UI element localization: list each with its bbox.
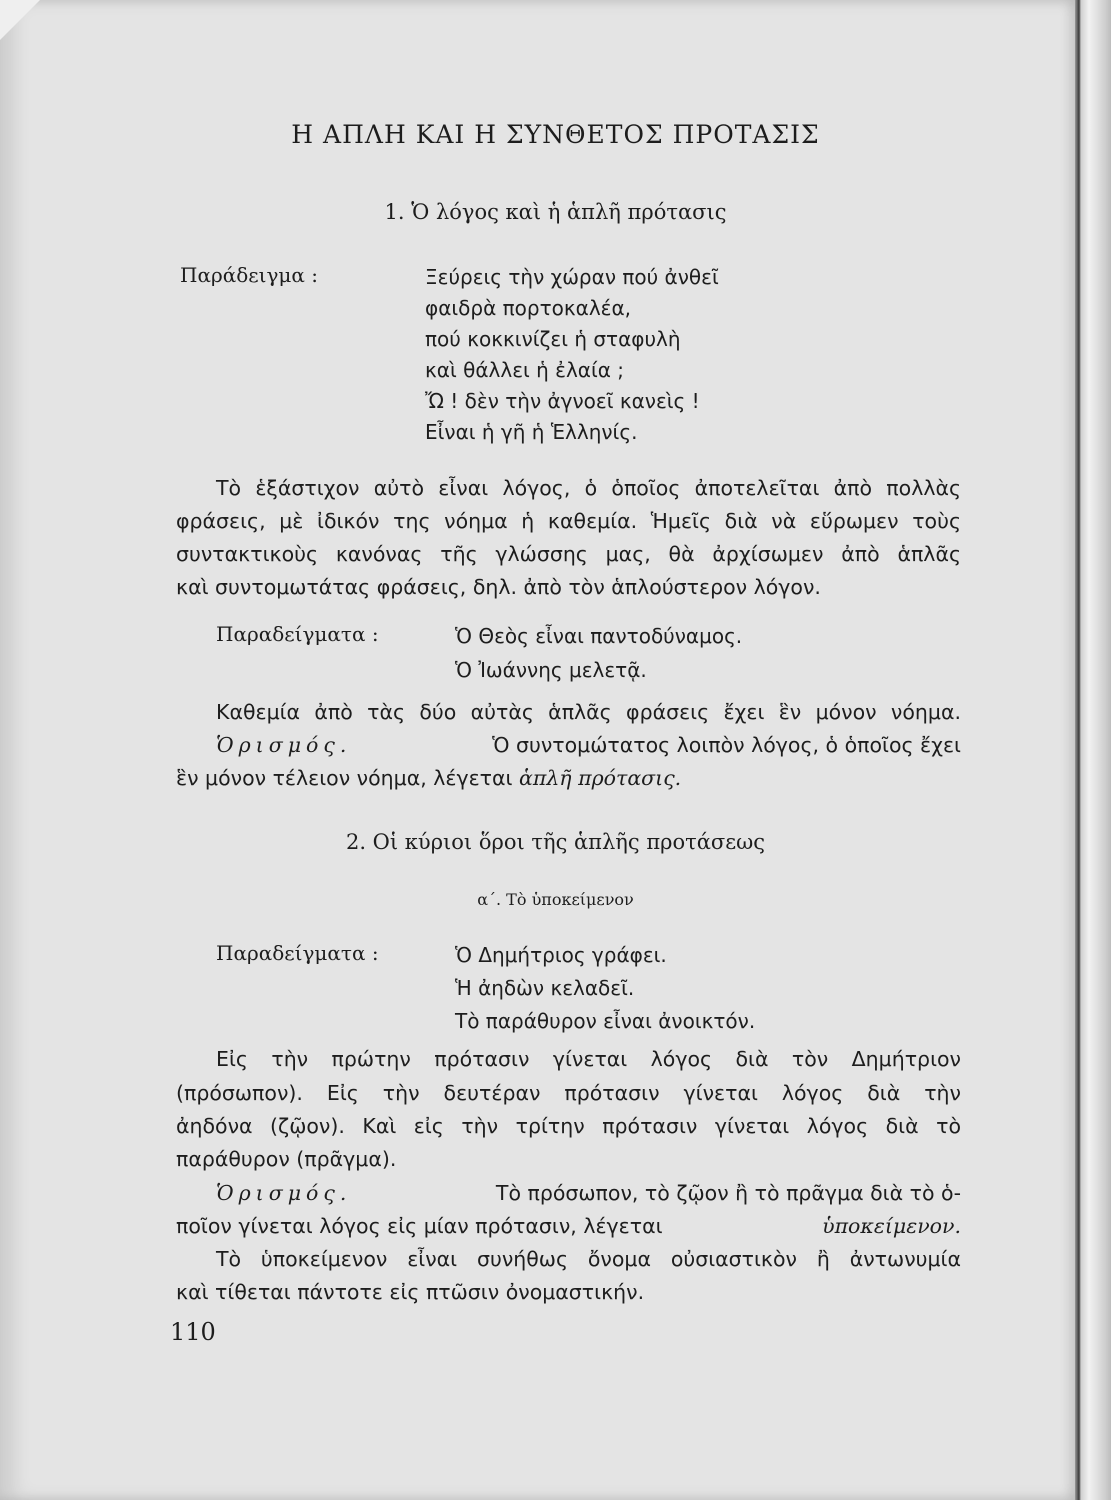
definition-line <box>176 1214 961 1238</box>
page-corner <box>0 0 40 40</box>
paragraph-line: ἀηδόνα (ζῷον). Καὶ εἰς τὴν τρίτην πρότασιν γίνεται λόγος διὰ τὸ <box>176 1114 961 1138</box>
paragraph-line: Τὸ ἑξάστιχον αὐτὸ εἶναι λόγος, ὁ ὁποῖος ἀποτελεῖται ἀπὸ πολλὰς <box>216 476 961 500</box>
examples-label: Παραδείγματα : <box>216 622 379 646</box>
paragraph-line: (πρόσωπον). Εἰς τὴν δευτέραν πρότασιν γίνεται λόγος διὰ τὴν <box>176 1081 961 1105</box>
definition-term: Ὁρισμός. <box>216 733 352 757</box>
paragraph-line: Καθεμία ἀπὸ τὰς δύο αὐτὰς ἁπλᾶς φράσεις ἔχει ἓν μόνον νόημα. <box>216 700 961 724</box>
section-1-heading: 1. Ὁ λόγος καὶ ἡ ἁπλῆ πρότασις <box>384 200 727 224</box>
book-spine <box>1075 0 1111 1500</box>
paragraph-line: φράσεις, μὲ ἰδικόν της νόημα ἡ καθεμία. Ἡμεῖς διὰ νὰ εὕρωμεν τοὺς <box>176 509 961 533</box>
poem <box>425 262 719 448</box>
poem-line: Εἶναι ἡ γῆ ἡ Ἑλληνίς. <box>425 420 638 444</box>
definition-text: Τὸ πρόσωπον, τὸ ζῷον ἢ τὸ πρᾶγμα διὰ τὸ ὁ- <box>495 1181 961 1205</box>
subsection-heading: α΄. Τὸ ὑποκείμενον <box>477 890 634 909</box>
page-title: Η ΑΠΛΗ ΚΑΙ Η ΣΥΝΘΕΤΟΣ ΠΡΟΤΑΣΙΣ <box>291 120 820 149</box>
definition-text: Ὁ συντομώτατος λοιπὸν λόγος, ὁ ὁποῖος ἔχει <box>492 733 961 757</box>
definition-term: Ὁρισμός. <box>216 1181 352 1205</box>
paragraph-line: καὶ συντομωτάτας φράσεις, δηλ. ἀπὸ τὸν ἁπλούστερον λόγον. <box>176 575 821 599</box>
example-line: Ὁ Δημήτριος γράφει. <box>455 943 667 967</box>
examples-label: Παραδείγματα : <box>216 941 379 965</box>
poem-line: Ὤ ! δὲν τὴν ἀγνοεῖ κανεὶς ! <box>425 389 700 413</box>
definition-line <box>176 766 681 790</box>
paragraph-line: καὶ τίθεται πάντοτε εἰς πτῶσιν ὀνομαστικήν. <box>176 1280 645 1304</box>
example-label: Παράδειγμα : <box>180 263 319 287</box>
paragraph-line: Τὸ ὑποκείμενον εἶναι συνήθως ὄνομα οὐσιαστικὸν ἢ ἀντωνυμία <box>216 1247 961 1271</box>
definition-key-term: ἁπλῆ πρότασις. <box>519 766 682 790</box>
poem-line: καὶ θάλλει ἡ ἐλαία ; <box>425 358 625 382</box>
paragraph-line: Εἰς τὴν πρώτην πρότασιν γίνεται λόγος διὰ τὸν Δημήτριον <box>216 1047 961 1071</box>
example-line: Τὸ παράθυρον εἶναι ἀνοικτόν. <box>455 1009 756 1033</box>
definition-text: ἓν μόνον τέλειον νόημα, λέγεται <box>176 766 513 790</box>
definition-line <box>216 733 961 757</box>
section-2-heading: 2. Οἱ κύριοι ὅροι τῆς ἁπλῆς προτάσεως <box>345 830 766 854</box>
definition-text: ποῖον γίνεται λόγος εἰς μίαν πρότασιν, λέγεται <box>176 1214 663 1238</box>
definition-key-term: ὑποκείμενον. <box>822 1214 961 1238</box>
page-number: 110 <box>170 1318 216 1346</box>
paragraph-line: συντακτικοὺς κανόνας τῆς γλώσσης μας, θὰ ἀρχίσωμεν ἀπὸ ἁπλᾶς <box>176 542 961 566</box>
paragraph-line: παράθυρον (πρᾶγμα). <box>176 1147 397 1171</box>
example-line: Ὁ Θεὸς εἶναι παντοδύναμος. <box>455 624 743 648</box>
definition-line <box>216 1181 961 1205</box>
example-line: Ἡ ἀηδὼν κελαδεῖ. <box>455 976 635 1000</box>
poem-line: πού κοκκινίζει ἡ σταφυλὴ <box>425 327 681 351</box>
example-line: Ὁ Ἰωάννης μελετᾷ. <box>455 658 647 682</box>
poem-line: φαιδρὰ πορτοκαλέα, <box>425 296 632 320</box>
poem-line: Ξεύρεις τὴν χώραν πού ἀνθεῖ <box>425 265 719 289</box>
